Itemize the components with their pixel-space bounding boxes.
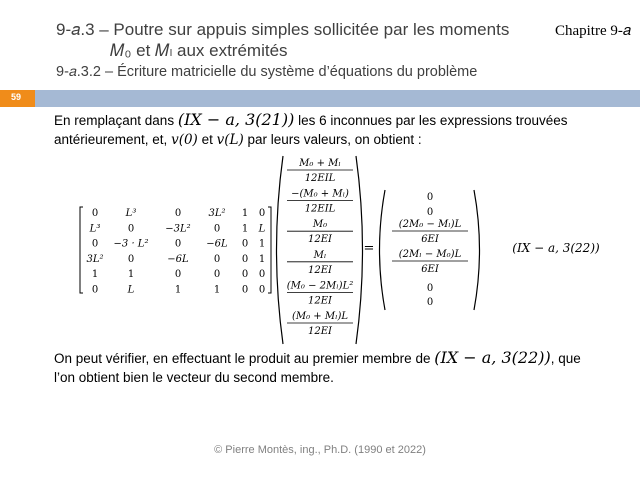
intro-text-2: les 6 inconnues par les expressions trouvées antérieurement, et, (54, 113, 568, 147)
verification-text-1: On peut vérifier, en effectuant le produit au premier membre de (54, 351, 435, 366)
unknown-denominator: 12EI (308, 295, 332, 307)
matrix-cell: −3 · L² (113, 238, 149, 250)
chapter-label: Chapitre 9-𝑎 (554, 23, 631, 39)
matrix-cell: −3L² (165, 223, 191, 235)
slide-number: 59 (10, 92, 21, 102)
unknown-numerator: (M₀ − 2Mₗ)L² (286, 280, 354, 292)
rhs-right-paren (474, 190, 480, 310)
unknowns-right-paren (356, 156, 363, 344)
matrix-cell: 0 (213, 269, 221, 281)
footer-copyright: © Pierre Montès, ing., Ph.D. (1990 et 2022) (214, 444, 426, 456)
matrix-right-bracket (268, 207, 271, 293)
matrix-cell: L (127, 284, 135, 296)
matrix-cell: L³ (89, 223, 101, 235)
matrix-cell: 1 (241, 223, 249, 235)
unknown-denominator: 12EI (308, 264, 332, 276)
rhs-left-paren (380, 190, 386, 310)
intro-text-4: par leurs valeurs, on obtient : (243, 132, 422, 147)
unknown-numerator: −(M₀ + Mₗ) (291, 188, 349, 200)
matrix-cell: 0 (91, 238, 99, 250)
matrix-cell: 1 (174, 284, 182, 296)
matrix-cell: −6L (206, 238, 228, 250)
slide-title-line1: 9-𝑎.3 – Poutre sur appuis simples sollicitée par les moments (56, 20, 510, 39)
matrix-cell: 1 (258, 253, 266, 265)
matrix-cell: 1 (213, 284, 221, 296)
rhs-value: 0 (426, 192, 434, 203)
matrix-cell: 0 (127, 253, 135, 265)
matrix-cell: 1 (127, 269, 135, 281)
verification-text-2: , que l’on obtient bien le vecteur du second membre. (54, 351, 581, 385)
unknown-denominator: 12EIL (304, 173, 336, 184)
matrix-cell: 0 (174, 208, 182, 219)
matrix-cell: L (258, 223, 266, 235)
intro-text-1: En remplaçant dans (54, 113, 178, 128)
matrix-cell: 1 (91, 269, 99, 281)
matrix-cell: 0 (241, 269, 249, 281)
equation-reference-2: (IX − a, 3(22)) (434, 348, 551, 367)
rhs-value: 0 (426, 283, 434, 294)
coefficient-matrix (86, 208, 265, 296)
matrix-cell: 0 (213, 253, 221, 265)
rhs-denominator: 6EI (421, 264, 439, 275)
matrix-cell: 0 (258, 208, 266, 219)
unknowns-vector (287, 158, 353, 337)
intro-text-3: et (197, 132, 217, 147)
rhs-numerator: (2M₀ − Mₗ)L (398, 219, 462, 230)
slide-subtitle: 9-𝑎.3.2 – Écriture matricielle du système d’équations du problème (56, 64, 478, 80)
verification-paragraph (54, 348, 594, 387)
matrix-cell: 0 (241, 284, 249, 296)
matrix-cell: L³ (125, 208, 137, 219)
unknown-denominator: 12EIL (304, 203, 336, 215)
equals-sign: = (363, 241, 375, 256)
unknown-denominator: 12EI (308, 326, 332, 337)
equation-reference: (IX − a, 3(21)) (177, 110, 295, 129)
matrix-cell: 0 (91, 208, 99, 219)
unknowns-left-paren (277, 156, 284, 344)
matrix-cell: 0 (174, 269, 182, 281)
unknown-numerator: M₀ + Mₗ (299, 158, 341, 169)
matrix-cell: −6L (167, 253, 189, 265)
rhs-value: 0 (426, 297, 434, 308)
matrix-cell: 3L² (86, 253, 104, 265)
v0-symbol: v(0) (171, 132, 198, 148)
unknown-numerator: M₀ (312, 219, 328, 231)
matrix-cell: 0 (213, 223, 221, 235)
rhs-vector (392, 192, 468, 308)
matrix-cell: 1 (241, 208, 249, 219)
matrix-cell: 0 (127, 223, 135, 235)
rhs-value: 0 (426, 207, 434, 218)
matrix-cell: 0 (241, 238, 249, 250)
matrix-left-bracket (80, 207, 83, 293)
matrix-cell: 0 (258, 284, 266, 296)
matrix-cell: 0 (174, 238, 182, 250)
rhs-denominator: 6EI (421, 234, 439, 245)
matrix-cell: 1 (258, 238, 266, 250)
vL-symbol: v(L) (216, 132, 244, 148)
matrix-cell: 0 (241, 253, 249, 265)
matrix-cell: 0 (91, 284, 99, 296)
slide-title-line2: 𝑀₀ et 𝑀ₗ aux extrémités (110, 41, 288, 60)
unknown-numerator: Mₗ (313, 249, 327, 261)
matrix-cell: 0 (258, 269, 266, 281)
unknown-denominator: 12EI (308, 234, 332, 246)
equation-label: (IX − a, 3(22)) (512, 241, 600, 255)
matrix-cell: 3L² (208, 208, 226, 219)
rhs-numerator: (2Mₗ − M₀)L (398, 249, 462, 260)
unknown-numerator: (M₀ + Mₗ)L (291, 311, 349, 322)
